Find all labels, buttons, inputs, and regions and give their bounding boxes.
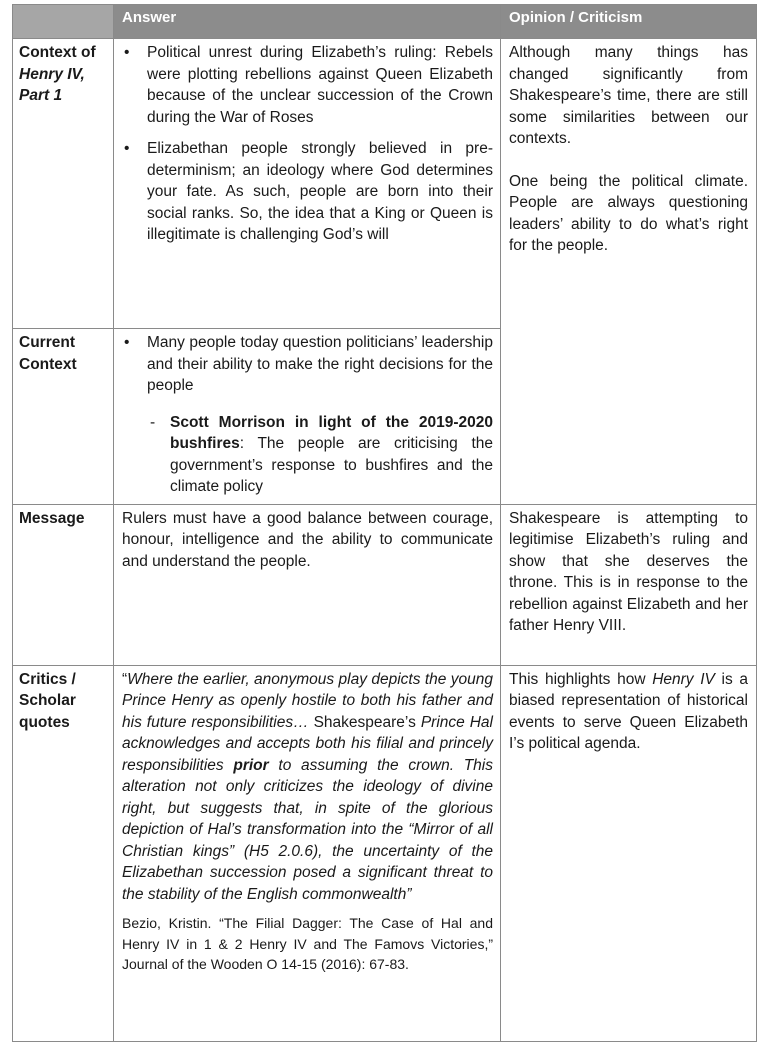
bullet-item: • Many people today question politicians’ leadership and their ability to make the right decisions for the people — [124, 334, 493, 394]
answer-context — [114, 39, 501, 329]
bullet-item: • Elizabethan people strongly believed in pre-determinism; an ideology where God determines your fate. As such, people are born into their social ranks. So, the idea that a King or Queen is illegitimate is challenging God’s will — [124, 140, 493, 243]
row-message — [13, 504, 757, 665]
label-context: Context of Henry IV, Part 1 — [13, 39, 114, 329]
dash-item: - Scott Morrison in light of the 2019-2020 bushfires: The people are criticising the government’s response to bushfires and the climate policy — [150, 413, 493, 495]
answer-critics — [114, 665, 501, 1041]
opinion-paragraph: One being the political climate. People are always questioning leaders’ ability to do what’s right for the people. — [509, 172, 748, 254]
bullet-icon: • — [124, 44, 130, 61]
label-current-context: Current Context — [13, 329, 114, 505]
answer-current-context — [114, 329, 501, 505]
header-row — [13, 5, 757, 39]
opinion-message: Shakespeare is attempting to legitimise Elizabeth’s ruling and show that she deserves the throne. This is in response to the rebellion against Elizabeth and her father Henry VIII. — [501, 504, 757, 665]
opinion-context — [501, 39, 757, 505]
answer-message: Rulers must have a good balance between courage, honour, intelligence and the ability to communicate and understand the people. — [114, 504, 501, 665]
opinion-paragraph: Although many things has changed significantly from Shakespeare’s time, there are still some similarities between our contexts. — [509, 44, 748, 147]
bullet-icon: • — [124, 140, 130, 157]
header-blank-cell — [13, 5, 114, 39]
header-opinion: Opinion / Criticism — [501, 5, 757, 39]
opinion-critics: This highlights how Henry IV is a biased representation of historical events to serve Queen Elizabeth I’s political agenda. — [501, 665, 757, 1041]
row-critics — [13, 665, 757, 1041]
bullet-icon: • — [124, 334, 130, 351]
bullet-item: • Political unrest during Elizabeth’s ruling: Rebels were plotting rebellions against Queen Elizabeth because of the unclear succession of the Crown during the War of Roses — [124, 44, 493, 126]
row-context — [13, 39, 757, 329]
analysis-table — [12, 4, 757, 1042]
label-critics: Critics / Scholar quotes — [13, 665, 114, 1041]
label-message: Message — [13, 504, 114, 665]
scholar-quote: “Where the earlier, anonymous play depicts the young Prince Henry as openly hostile to both his father and his future responsibilities… Shakespeare’s Prince Hal acknowledges and accepts both his filial and princely responsibilities prior to assuming the crown. This alteration not only criticizes the ideology of divine right, but suggests that, in spite of the glorious depiction of Hal’s transformation into the “Mirror of all Christian kings” (H5 2.0.6), the uncertainty of the Elizabethan succession posed a significant threat to the stability of the English commonwealth” — [122, 670, 493, 903]
quote-reference: Bezio, Kristin. “The Filial Dagger: The Case of Hal and Henry IV in 1 & 2 Henry IV and The Famovs Victories,” Journal of the Wooden O 14-15 (2016): 67-83. — [122, 915, 493, 972]
dash-icon: - — [150, 413, 156, 431]
header-answer: Answer — [114, 5, 501, 39]
